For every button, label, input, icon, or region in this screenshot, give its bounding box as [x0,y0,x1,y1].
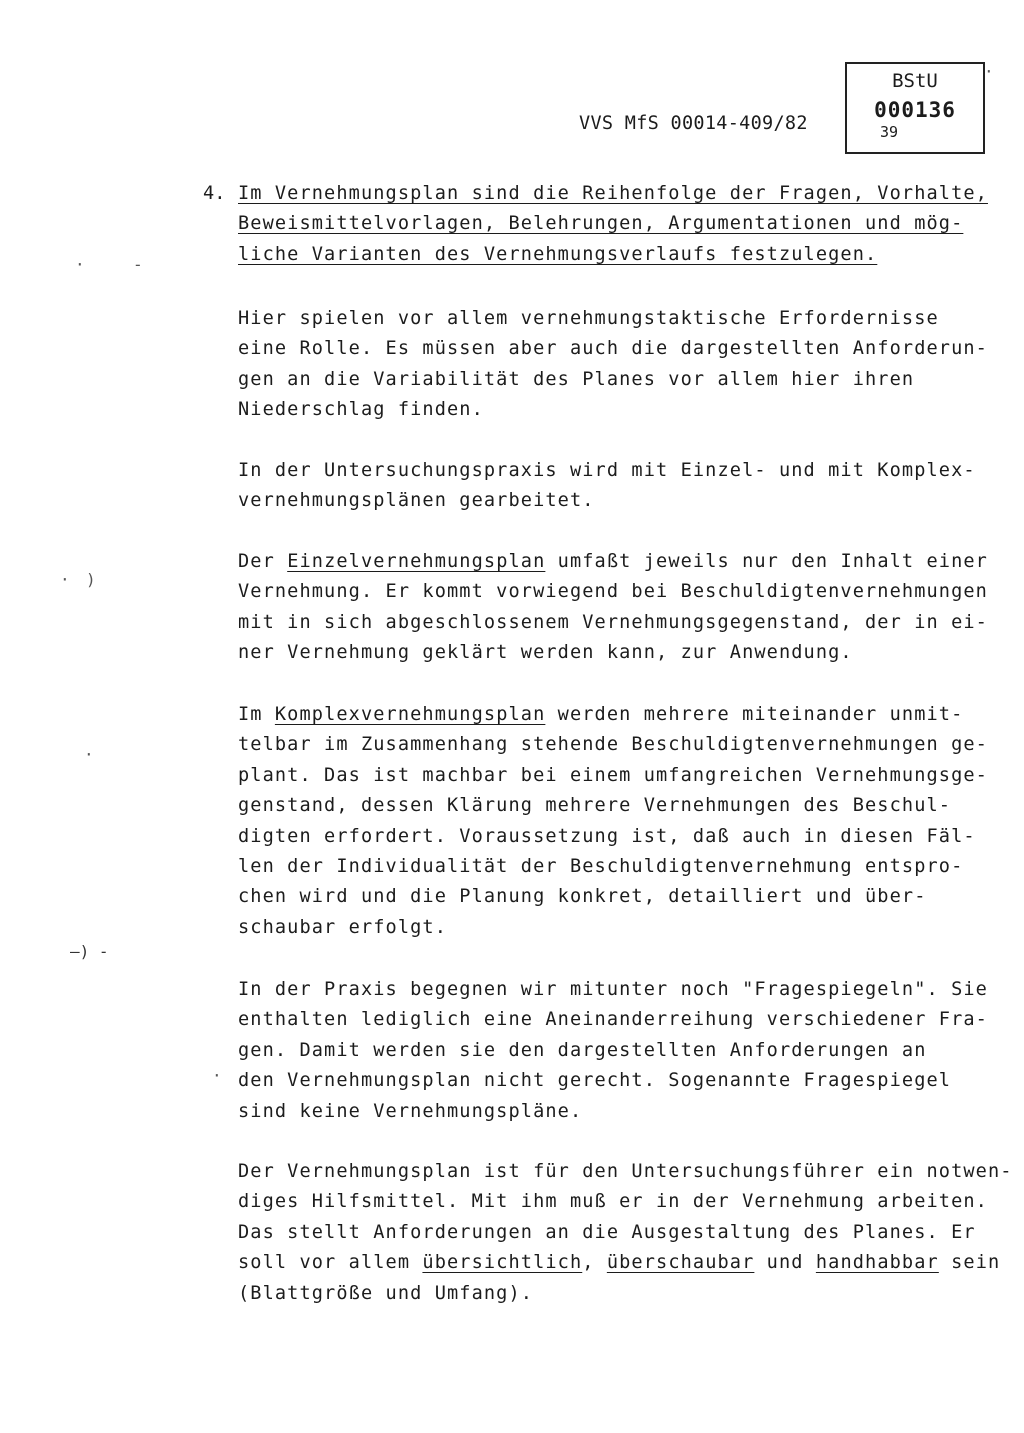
paragraph-1 [238,304,988,426]
paragraph-6 [238,1157,1013,1309]
term-ueberschaubar: überschaubar [606,1252,755,1274]
text-line: diges Hilfsmittel. Mit ihm muß er in der Vernehmung arbeiten. [238,1191,988,1213]
text-line: Vernehmung. Er kommt vorwiegend bei Beschuldigtenvernehmungen [238,581,988,603]
text-line: (Blattgröße und Umfang). [238,1282,534,1304]
text-line: ner Vernehmung geklärt werden kann, zur Anwendung. [238,642,853,664]
scan-speck: ) [86,570,96,589]
item-number: 4. [203,183,226,204]
text-line: vernehmungsplänen gearbeitet. [238,490,595,512]
text-line: Das stellt Anforderungen an die Ausgestaltung des Planes. Er [238,1221,976,1243]
text-line: gen. Damit werden sie den dargestellten Anforderungen an [238,1039,927,1061]
scan-speck: · [84,745,94,764]
archive-stamp [845,62,985,154]
scan-speck: · [212,1066,222,1085]
text-line: Der Vernehmungsplan ist für den Untersuchungsführer ein notwen- [238,1161,1013,1182]
text-line: gen an die Variabilität des Planes vor allem hier ihren [238,368,915,390]
text-line: In der Praxis begegnen wir mitunter noch "Fragespiegeln". Sie [238,979,988,1000]
text-line: Hier spielen vor allem vernehmungstaktische Erfordernisse [238,308,939,329]
text-fragment: Im [238,704,275,725]
term-einzelvernehmungsplan: Einzelvernehmungsplan [287,551,546,572]
paragraph-3 [238,547,988,669]
text-line: Beweismittelvorlagen, Belehrungen, Argumentationen und mög- [238,213,964,235]
text-line: len der Individualität der Beschuldigtenvernehmung entspro- [238,855,964,877]
document-reference: VVS MfS 00014-409/82 [579,113,808,134]
paragraph-5 [238,975,988,1127]
text-fragment: , [582,1252,607,1274]
text-line: genstand, dessen Klärung mehrere Vernehmungen des Beschul- [238,795,952,817]
text-line: telbar im Zusammenhang stehende Beschuldigtenvernehmungen ge- [238,734,988,756]
margin-mark: —) - [70,942,109,961]
text-fragment: soll vor allem [238,1252,423,1274]
text-line: liche Varianten des Vernehmungsverlaufs festzulegen. [238,243,878,265]
text-line: den Vernehmungsplan nicht gerecht. Sogenannte Fragespiegel [238,1070,952,1092]
text-line: plant. Das ist machbar bei einem umfangreichen Vernehmungsge- [238,764,988,786]
paragraph-4 [238,700,988,943]
text-line: Im Vernehmungsplan sind die Reihenfolge der Fragen, Vorhalte, [238,183,988,204]
stamp-number: 000136 [874,98,956,122]
scan-speck: · [60,570,70,589]
text-line: chen wird und die Planung konkret, detailliert und über- [238,886,927,908]
term-uebersichtlich: übersichtlich [422,1252,583,1274]
text-fragment: Der [238,551,288,572]
text-line: eine Rolle. Es müssen aber auch die dargestellten Anforderun- [238,338,988,360]
scan-speck: · [984,62,994,81]
text-line: digten erfordert. Voraussetzung ist, daß auch in diesen Fäl- [238,825,976,847]
item-4-heading [238,179,988,270]
paragraph-2 [238,456,976,517]
text-line: schaubar erfolgt. [238,916,448,938]
scan-speck: - [133,255,143,274]
text-line: enthalten lediglich eine Aneinanderreihung verschiedener Fra- [238,1009,988,1031]
scan-speck: · [75,255,85,274]
text-fragment: sein [938,1252,1001,1274]
term-komplexvernehmungsplan: Komplexvernehmungsplan [274,704,546,725]
stamp-title: BStU [892,70,938,92]
term-handhabbar: handhabbar [815,1252,939,1274]
text-fragment: werden mehrere miteinander unmit- [545,704,964,725]
text-line: In der Untersuchungspraxis wird mit Einzel- und mit Komplex- [238,460,976,481]
text-line [238,700,988,730]
text-line [238,547,988,577]
text-fragment: und [754,1252,816,1274]
stamp-page-number: 39 [880,123,899,141]
text-fragment: umfaßt jeweils nur den Inhalt einer [545,551,988,572]
text-line: Niederschlag finden. [238,399,484,421]
text-line [238,1248,1013,1278]
text-line: mit in sich abgeschlossenem Vernehmungsgegenstand, der in ei- [238,611,988,633]
text-line: sind keine Vernehmungspläne. [238,1100,583,1122]
